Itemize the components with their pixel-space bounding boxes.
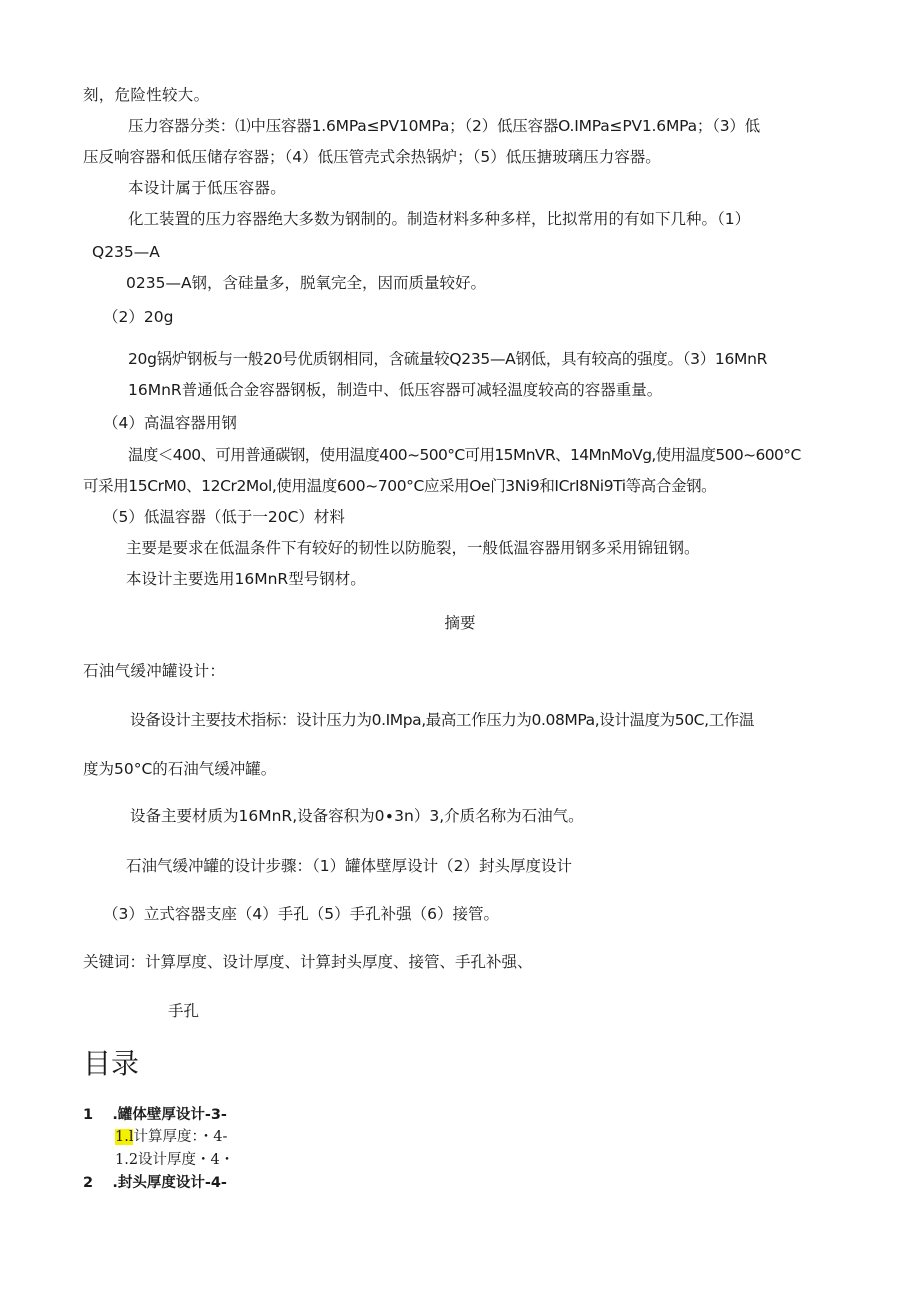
paragraph-line: 可采用15CrM0、12Cr2Mol,使用温度600~700°C应采用Oe门3Ni9和ICrI8Ni9Ti等高合金钢。 bbox=[83, 477, 717, 495]
toc-entry-1-1[interactable] bbox=[115, 1127, 227, 1147]
paragraph-line: 本设计主要选用16MnR型号钢材。 bbox=[126, 570, 366, 588]
toc-entry-text: 1.2设计厚度・4・ bbox=[115, 1152, 235, 1168]
paragraph-line: 主要是要求在低温条件下有较好的韧性以防脆裂，一般低温容器用钢多采用锦钮钢。 bbox=[126, 539, 700, 557]
paragraph-line: 刻，危险性较大。 bbox=[83, 86, 210, 104]
abstract-line: （3）立式容器支座（4）手孔（5）手孔补强（6）接管。 bbox=[103, 905, 499, 923]
toc-entry-text: .罐体壁厚设计-3- bbox=[112, 1107, 227, 1123]
toc-entry-text: .封头厚度设计-4- bbox=[112, 1175, 227, 1191]
toc-entry-1-2[interactable] bbox=[115, 1150, 234, 1170]
abstract-title: 摘要 bbox=[444, 614, 476, 632]
abstract-line: 设备主要材质为16MnR,设备容积为0∙3n）3,介质名称为石油气。 bbox=[130, 807, 584, 825]
paragraph-line: 化工装置的压力容器绝大多数为钢制的。制造材料多种多样，比拟常用的有如下几种。（1） bbox=[128, 210, 751, 228]
keywords: 关键词：计算厚度、设计厚度、计算封头厚度、接管、手孔补强、 bbox=[83, 953, 533, 971]
paragraph-line: 0235—A钢，含硅量多，脱氧完全，因而质量较好。 bbox=[126, 274, 487, 292]
toc-entry-number: 2 bbox=[83, 1175, 94, 1191]
material-heading: （4）高温容器用钢 bbox=[103, 414, 237, 432]
highlighted-text: 1.l bbox=[115, 1129, 134, 1145]
material-heading: （5）低温容器（低于一20C）材料 bbox=[103, 508, 345, 526]
toc-title: 目录 bbox=[83, 1047, 140, 1080]
keywords-continued: 手孔 bbox=[168, 1002, 200, 1020]
abstract-subject: 石油气缓冲罐设计： bbox=[83, 662, 226, 680]
abstract-line: 度为50°C的石油气缓冲罐。 bbox=[83, 760, 277, 778]
paragraph-line: 压力容器分类：⑴中压容器1.6MPa≤PV10MPa；（2）低压容器O.IMPa≤PV1.6MPa；（3）低 bbox=[128, 117, 760, 135]
toc-entry-text: 计算厚度：・4- bbox=[133, 1129, 228, 1145]
paragraph-line: 本设计属于低压容器。 bbox=[128, 179, 287, 197]
paragraph-line: 20g锅炉钢板与一般20号优质钢相同，含硫量较Q235—A钢低，具有较高的强度。（3）16MnR bbox=[128, 350, 768, 368]
material-heading: Q235—A bbox=[92, 243, 160, 261]
paragraph-line: 温度＜400、可用普通碳钢，使用温度400~500°C可用15MnVR、14MnMoVg,使用温度500~600°C bbox=[128, 446, 801, 464]
toc-entry-number: 1 bbox=[83, 1107, 94, 1123]
abstract-line: 设备设计主要技术指标：设计压力为0.IMpa,最高工作压力为0.08MPa,设计温度为50C,工作温 bbox=[130, 711, 754, 729]
toc-entry-1[interactable] bbox=[83, 1105, 227, 1125]
toc-entry-2[interactable] bbox=[83, 1173, 227, 1193]
material-heading: （2）20g bbox=[103, 308, 174, 326]
paragraph-line: 压反响容器和低压储存容器；（4）低压管壳式余热锅炉；（5）低压搪玻璃压力容器。 bbox=[83, 148, 661, 166]
abstract-line: 石油气缓冲罐的设计步骤：（1）罐体壁厚设计（2）封头厚度设计 bbox=[126, 857, 572, 875]
paragraph-line: 16MnR普通低合金容器钢板，制造中、低压容器可减轻温度较高的容器重量。 bbox=[128, 381, 663, 399]
